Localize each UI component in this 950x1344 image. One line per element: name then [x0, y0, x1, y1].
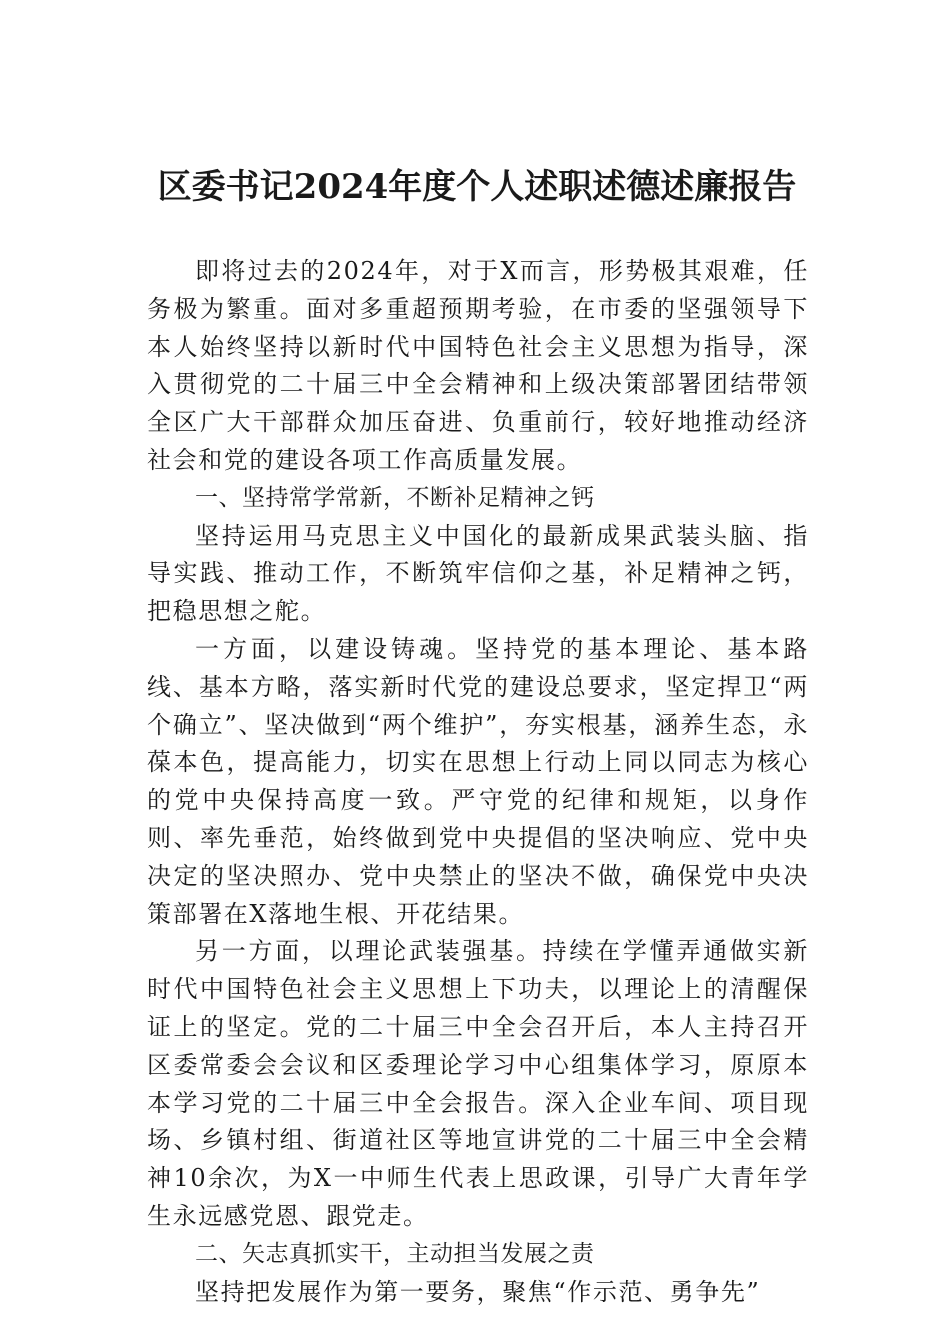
section-heading-1: 一、坚持常学常新，不断补足精神之钙 — [195, 484, 595, 511]
section-1-paragraph-1: 坚持运用马克思主义中国化的最新成果武装头脑、指导实践、推动工作，不断筑牢信仰之基，补足精神之钙，把稳思想之舵。 — [147, 521, 809, 626]
document-title: 区委书记2024年度个人述职述德述廉报告 — [157, 167, 797, 207]
section-2-paragraph-1: 坚持把发展作为第一要务，聚焦“作示范、勇争先” — [195, 1277, 761, 1306]
intro-paragraph: 即将过去的2024年，对于X而言，形势极其艰难，任务极为繁重。面对多重超预期考验，在市委的坚强领导下本人始终坚持以新时代中国特色社会主义思想为指导，深入贯彻党的二十届三中全会精神和上级决策部署团结带领全区广大干部群众加压奋进、负重前行，较好地推动经济社会和党的建设各项工作高质量发展。 — [147, 257, 809, 474]
section-1-paragraph-2: 一方面，以建设铸魂。坚持党的基本理论、基本路线、基本方略，落实新时代党的建设总要求，坚定捍卫“两个确立”、坚决做到“两个维护”，夯实根基，涵养生态，永葆本色，提高能力，切实在思想上行动上同以同志为核心的党中央保持高度一致。严守党的纪律和规矩，以身作则、率先垂范，始终做到党中央提倡的坚决响应、党中央决定的坚决照办、党中央禁止的坚决不做，确保党中央决策部署在X落地生根、开花结果。 — [147, 634, 809, 928]
section-heading-2: 二、矢志真抓实干，主动担当发展之责 — [195, 1240, 595, 1267]
section-1-paragraph-3: 另一方面，以理论武装强基。持续在学懂弄通做实新时代中国特色社会主义思想上下功夫，以理论上的清醒保证上的坚定。党的二十届三中全会召开后，本人主持召开区委常委会会议和区委理论学习中心组集体学习，原原本本学习党的二十届三中全会报告。深入企业车间、项目现场、乡镇村组、街道社区等地宣讲党的二十届三中全会精神10余次，为X一中师生代表上思政课，引导广大青年学生永远感党恩、跟党走。 — [147, 937, 809, 1230]
document-body — [147, 253, 809, 1311]
